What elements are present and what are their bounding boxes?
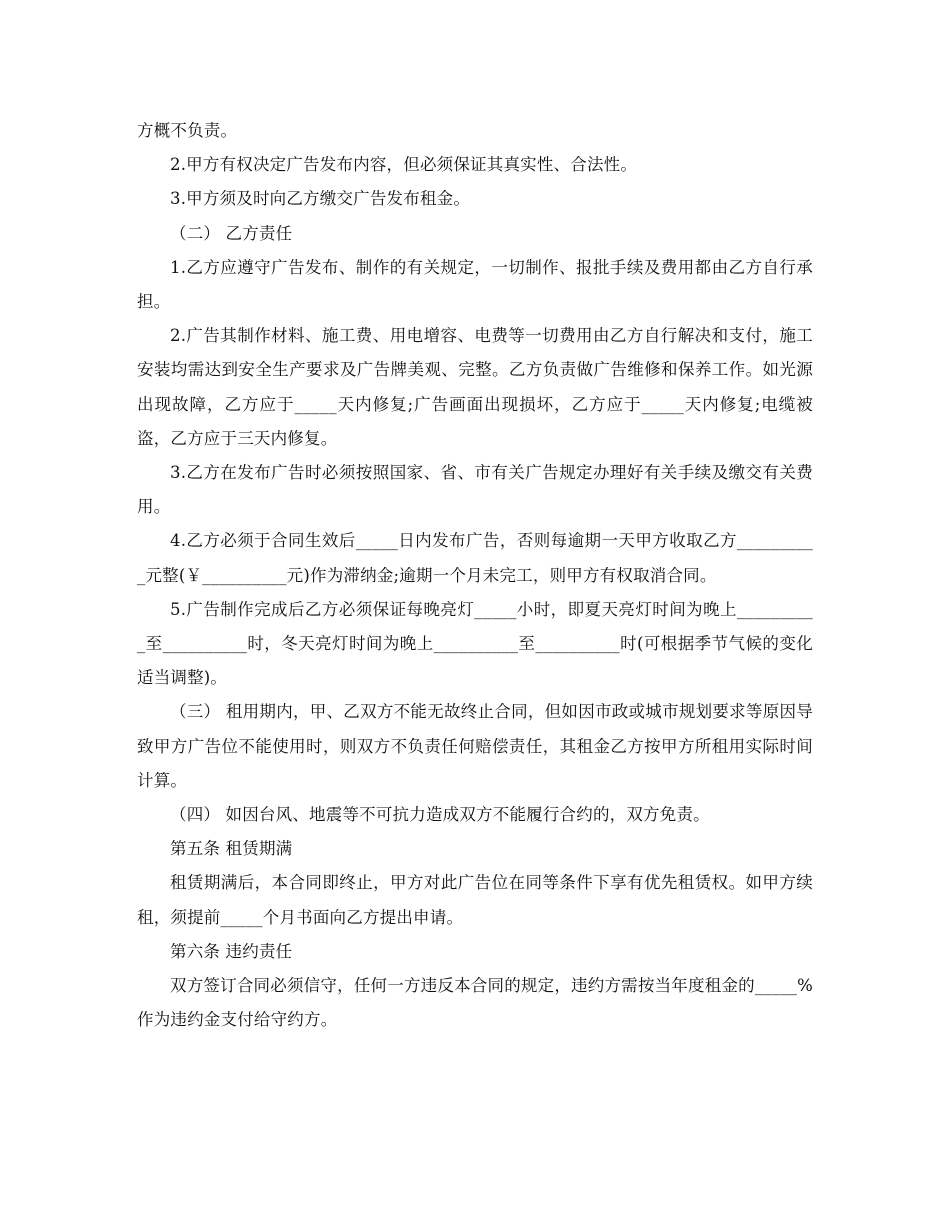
paragraph-1: 方概不负责。	[137, 121, 238, 140]
paragraph-8: 4.乙方必须于合同生效后_____日内发布广告，否则每逾期一天甲方收取乙方__________元整(￥__________元)作为滞纳金;逾期一个月未完工，则甲方有权取消合同。	[137, 531, 813, 585]
paragraph-11: （四） 如因台风、地震等不可抗力造成双方不能履行合约的，双方免责。	[170, 805, 710, 825]
article-five-heading: 第五条 租赁期满	[170, 839, 293, 859]
section-heading-party-b-responsibility: （二） 乙方责任	[170, 223, 293, 243]
paragraph-10: （三） 租用期内，甲、乙双方不能无故终止合同，但如因市政或城市规划要求等原因导致甲方广告位不能使用时，则双方不负责任何赔偿责任，其租金乙方按甲方所租用实际时间计算。	[137, 702, 813, 790]
paragraph-9: 5.广告制作完成后乙方必须保证每晚亮灯_____小时，即夏天亮灯时间为晚上__________至__________时，冬天亮灯时间为晚上__________至__________时(可根据季节气候的变化适当调整)。	[137, 599, 813, 688]
paragraph-15: 双方签订合同必须信守，任何一方违反本合同的规定，违约方需按当年度租金的_____%作为违约金支付给守约方。	[137, 976, 813, 1030]
paragraph-13: 租赁期满后，本合同即终止，甲方对此广告位在同等条件下享有优先租赁权。如甲方续租，须提前_____个月书面向乙方提出申请。	[137, 873, 813, 927]
paragraph-5: 1.乙方应遵守广告发布、制作的有关规定，一切制作、报批手续及费用都由乙方自行承担。	[137, 257, 813, 312]
paragraph-3: 3.甲方须及时向乙方缴交广告发布租金。	[170, 189, 471, 209]
document-body	[137, 114, 813, 1037]
paragraph-6: 2.广告其制作材料、施工费、用电增容、电费等一切费用由乙方自行解决和支付，施工安装均需达到安全生产要求及广告牌美观、完整。乙方负责做广告维修和保养工作。如光源出现故障，乙方应于_____天内修复;广告画面出现损坏，乙方应于_____天内修复;电缆被盗，乙方应于三天内修复。	[137, 326, 813, 448]
article-six-heading: 第六条 违约责任	[170, 941, 293, 961]
paragraph-7: 3.乙方在发布广告时必须按照国家、省、市有关广告规定办理好有关手续及缴交有关费用。	[137, 463, 813, 517]
paragraph-2: 2.甲方有权决定广告发布内容，但必须保证其真实性、合法性。	[170, 155, 638, 175]
